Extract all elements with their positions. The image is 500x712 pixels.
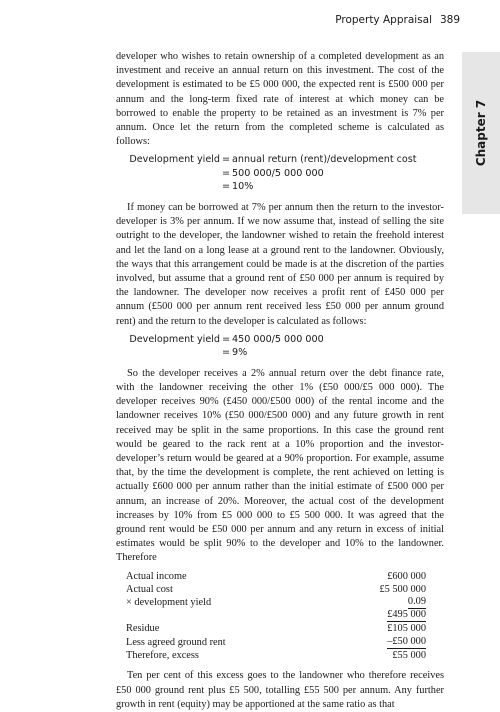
calculation-row bbox=[126, 636, 426, 649]
calculation-label: Residue bbox=[126, 623, 160, 635]
equation-rhs: 9% bbox=[232, 347, 248, 359]
calculation-label: Actual income bbox=[126, 570, 187, 582]
running-header bbox=[0, 8, 500, 30]
calculation-row bbox=[126, 570, 426, 583]
calculation-table bbox=[126, 570, 426, 663]
calculation-value: £600 000 bbox=[387, 570, 426, 582]
calculation-value: £55 000 bbox=[392, 650, 426, 662]
equation-rhs: 10% bbox=[232, 181, 254, 193]
equation-lhs: Development yield bbox=[129, 154, 220, 166]
calculation-value: £495 000 bbox=[387, 609, 426, 621]
paragraph: So the developer receives a 2% annual return over the debt finance rate, with the landowner receiving the other 1% (£50 000/£5 000 000). The developer receives 90% (£450 000/£500 000) of the rental income and the landowner receives 10% (£50 000/£500 000) and any future growth in rent received may be split in the same proportions. In this case the ground rent would be geared to the rack rent at a 10% proportion and the investor-developer’s return would be geared at a 90% proportion. For example, assume that, by the time the development is complete, the rent achieved on letting is actually £600 000 per annum rather than the initial estimate of £500 000 per annum, an increase of 20%. Moreover, the actual cost of the development increases by 10% from £5 000 000 to £5 500 000. It was agreed that the ground rent would be £50 000 per annum and any return in excess of initial estimates would be split 90% to the developer and 10% to the landowner. Therefore bbox=[116, 367, 444, 564]
equals-sign: = bbox=[221, 333, 231, 345]
equation-rhs: 450 000/5 000 000 bbox=[232, 333, 324, 345]
equals-sign: = bbox=[221, 154, 231, 166]
calculation-value: £5 500 000 bbox=[379, 583, 426, 595]
equation-development-yield-2 bbox=[124, 333, 444, 360]
calculation-row bbox=[126, 583, 426, 596]
chapter-tab-label: Chapter 7 bbox=[474, 99, 488, 167]
equals-sign: = bbox=[221, 167, 231, 179]
calculation-value: –£50 000 bbox=[387, 636, 426, 649]
calculation-value: £105 000 bbox=[387, 623, 426, 635]
equation-lhs: Development yield bbox=[129, 333, 220, 345]
calculation-label: Actual cost bbox=[126, 583, 173, 595]
calculation-row bbox=[126, 622, 426, 635]
page-number: 389 bbox=[439, 14, 460, 26]
running-title: Property Appraisal bbox=[335, 14, 432, 26]
calculation-value: 0.09 bbox=[408, 596, 426, 609]
paragraph: Ten per cent of this excess goes to the landowner who therefore receives £50 000 ground rent plus £5 500, totalling £55 500 per annum. Any further growth in rent (equity) may be apportioned at the same ratio as that bbox=[116, 670, 444, 710]
equation-development-yield-1 bbox=[124, 153, 444, 194]
calculation-row bbox=[126, 649, 426, 662]
calculation-row bbox=[126, 609, 426, 622]
paragraph: developer who wishes to retain ownership of a completed development as an investment and receive an annual return on this investment. The cost of the development is estimated to be £5 000 000, the expected rent is £500 000 per annum and the long-term fixed rate of interest at which money can be borrowed to enable the property to be retained as an investment is 7% per annum. Once let the return from the completed scheme is calculated as follows: bbox=[116, 51, 444, 148]
calculation-label: Less agreed ground rent bbox=[126, 636, 226, 648]
calculation-label: × development yield bbox=[126, 597, 212, 609]
chapter-tab bbox=[462, 52, 500, 214]
equals-sign: = bbox=[221, 347, 231, 359]
paragraph: If money can be borrowed at 7% per annum then the return to the investor-developer is 3% per annum. If we now assume that, instead of selling the site outright to the developer, the landowner wished to retain the freehold interest and let the land on a long lease at a ground rent to the landowner. Obviously, the ways that this arrangement could be made is at the discretion of the parties involved, but assume that a ground rent of £50 000 per annum is required by the landowner. The developer now receives a profit rent of £450 000 per annum (£500 000 per annum rent received less £50 000 per annum ground rent) and the return to the developer is calculated as follows: bbox=[116, 201, 444, 327]
equals-sign: = bbox=[221, 181, 231, 193]
calculation-row bbox=[126, 596, 426, 609]
calculation-label: Therefore, excess bbox=[126, 650, 199, 662]
equation-rhs: annual return (rent)/development cost bbox=[232, 154, 417, 166]
body-text bbox=[116, 50, 444, 712]
equation-rhs: 500 000/5 000 000 bbox=[232, 167, 324, 179]
